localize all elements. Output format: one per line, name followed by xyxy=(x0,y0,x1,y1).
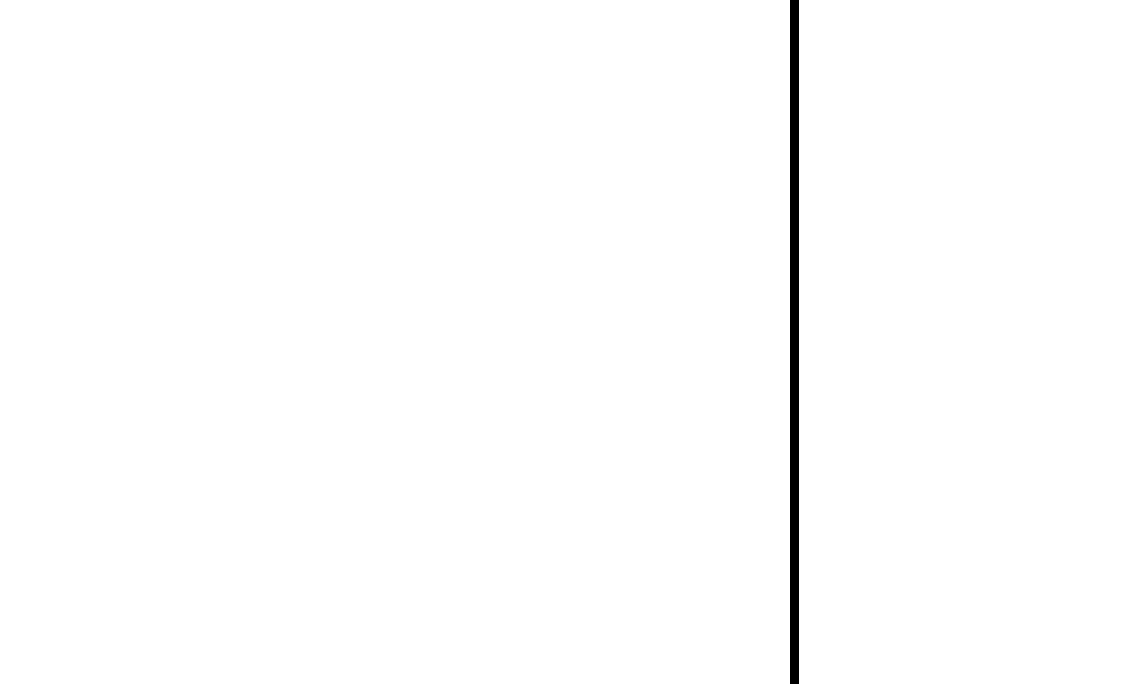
column-divider-bar xyxy=(790,0,799,684)
